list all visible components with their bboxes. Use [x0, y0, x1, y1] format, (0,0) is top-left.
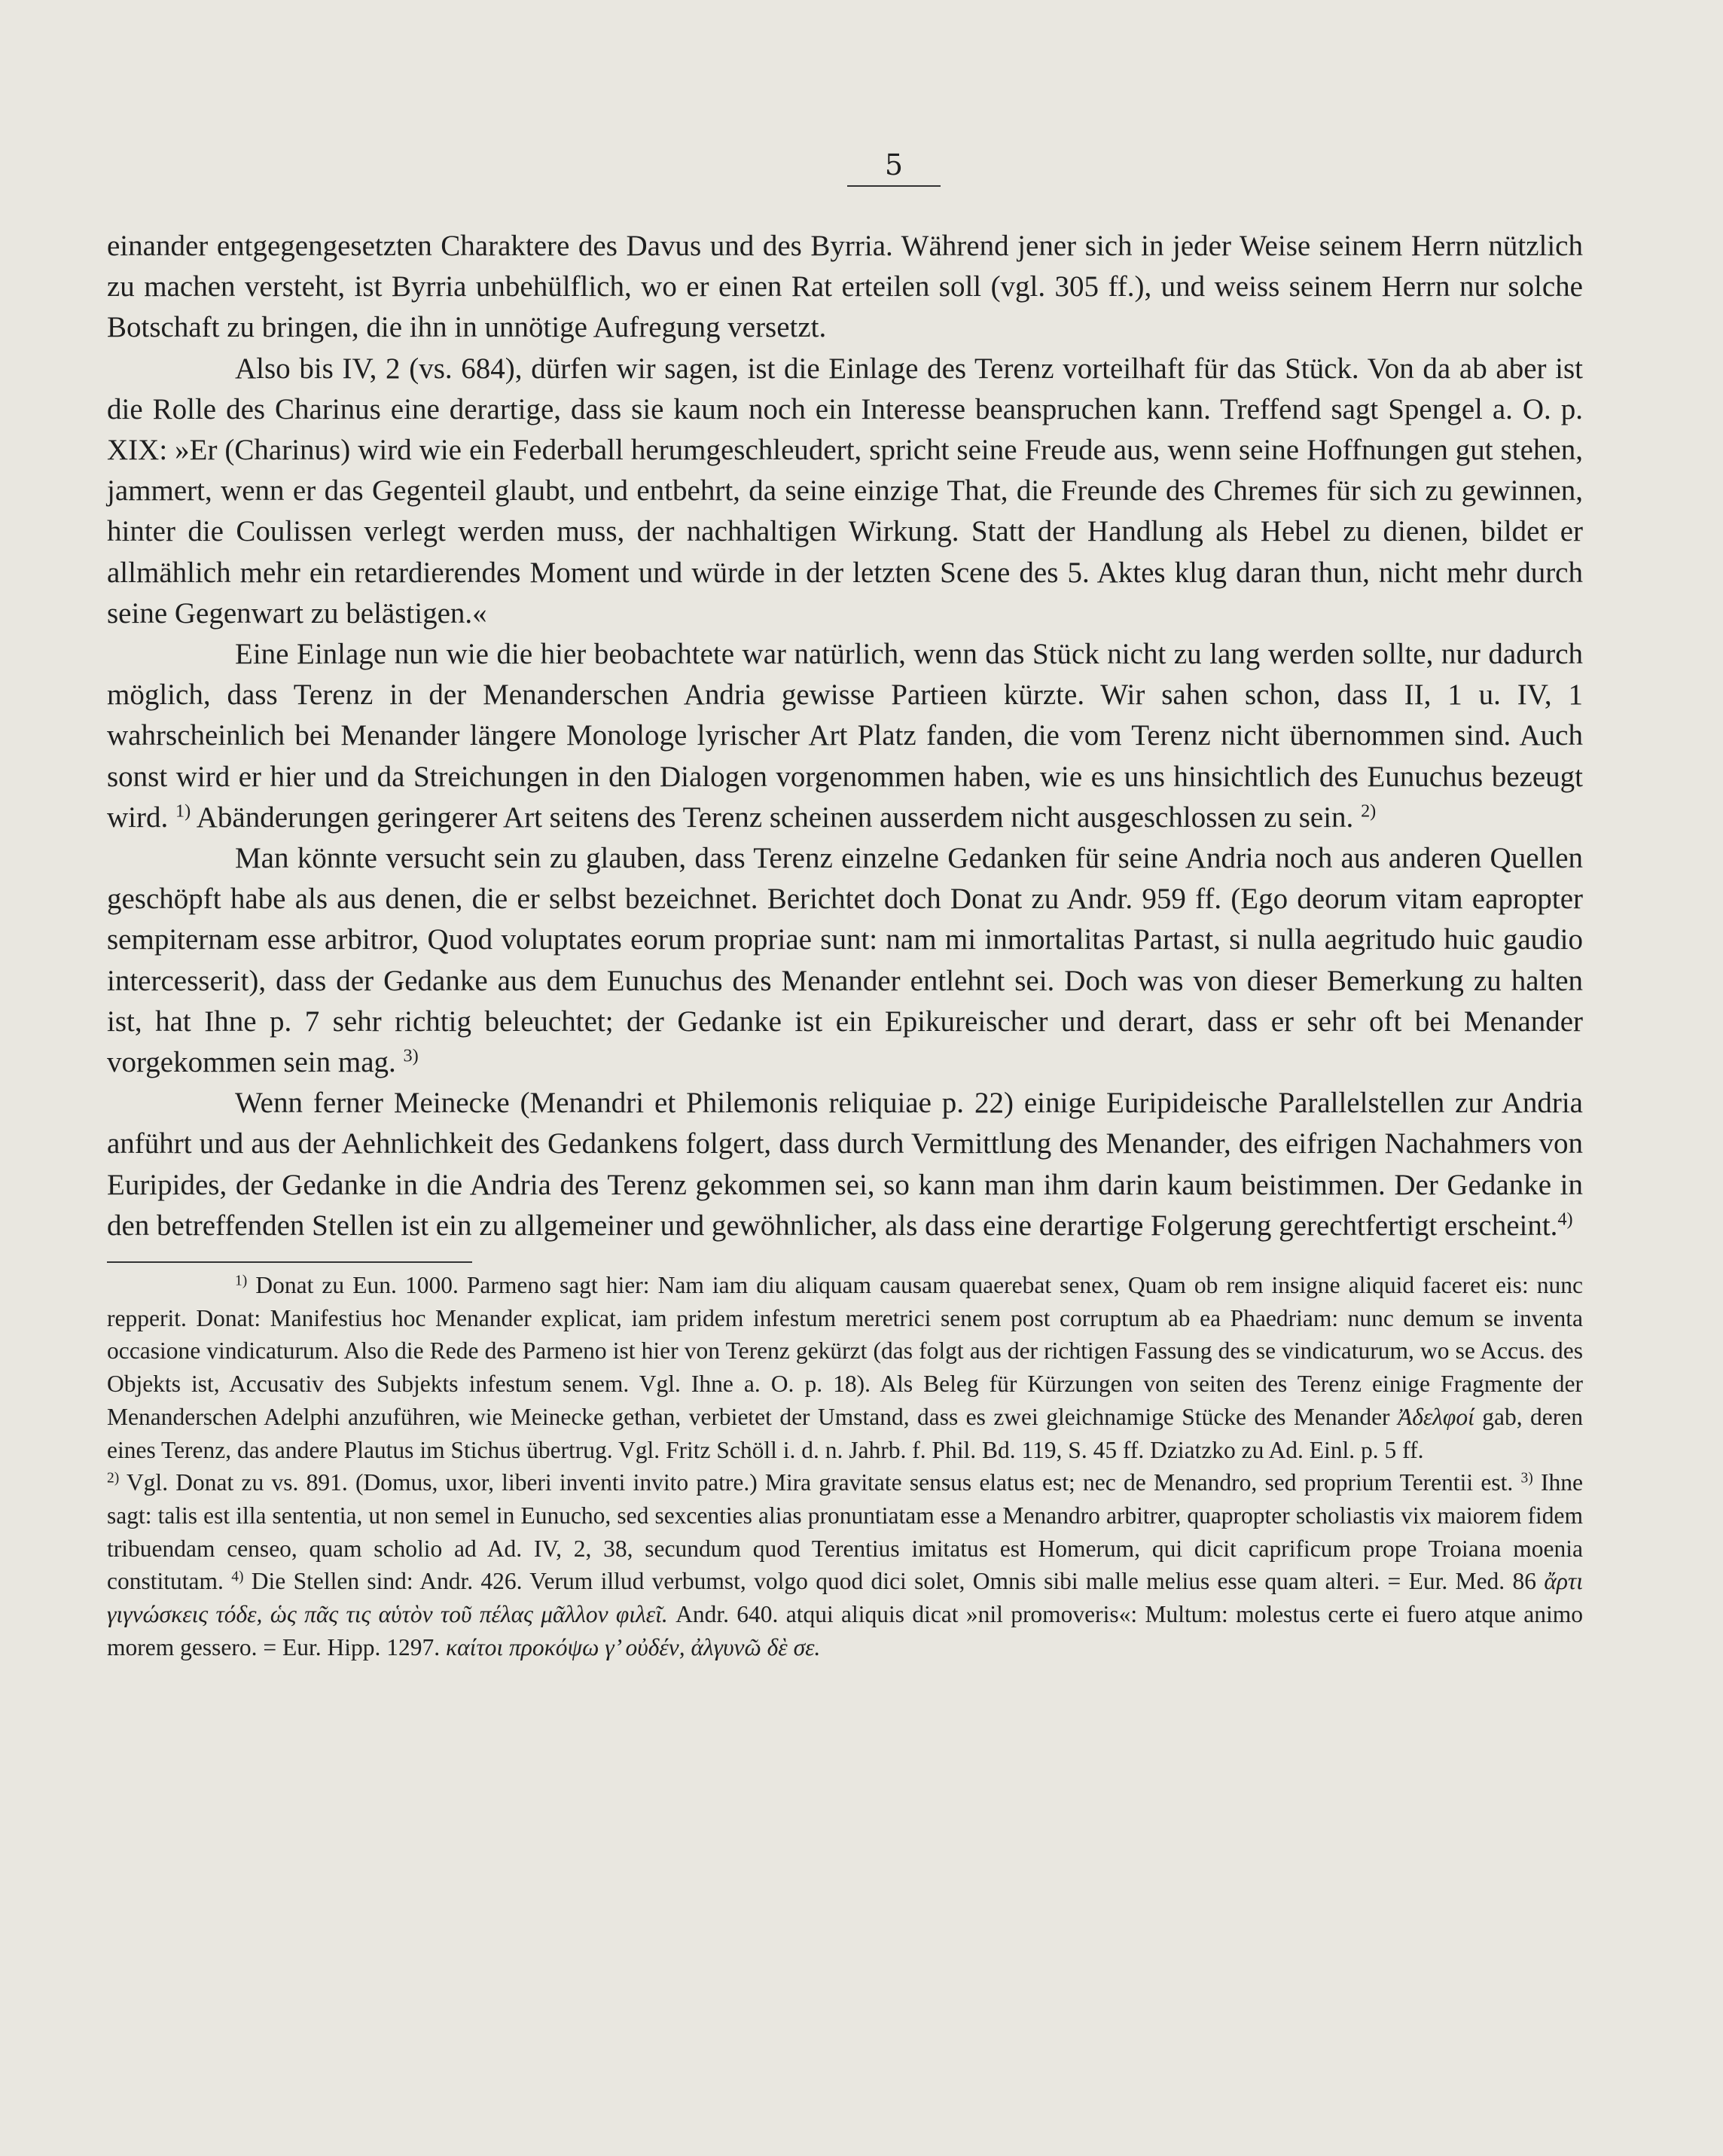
footnote-1-label: 1) — [235, 1273, 248, 1289]
paragraph-3b-text: Abänderungen geringerer Art seitens des Terenz scheinen ausserdem nicht ausgeschlossen zu sein. — [196, 800, 1354, 834]
footnote-2-label: 2) — [107, 1470, 120, 1487]
footnote-marker-2-num: 2 — [1361, 800, 1371, 822]
footnote-3-num: 3 — [1520, 1470, 1529, 1487]
footnote-2 — [107, 1469, 1513, 1496]
paragraph-3-text: Eine Einlage nun wie die hier beobachtete war natürlich, wenn das Stück nicht zu lang werden sollte, nur dadurch möglich, dass Terenz in der Menanderschen Andria gewisse Partieen kürzte. Wir sahen schon, dass II, 1 u. IV, 1 wahrscheinlich bei Menander längere Monologe lyrischer Art Platz fanden, die vom Terenz nicht übernommen sind. Auch sonst wird er hier und da Streichungen in den Dialogen vorgenommen haben, wie es uns hinsichtlich des Eunuchus bezeugt wird. — [107, 638, 1583, 834]
page-number: 5 — [847, 151, 941, 187]
footnote-3-text: Ihne sagt: talis est illa sententia, ut non semel in Eunucho, sed sexcenties alias pronuntiatam esse a Menandro arbitrer, quapropter scholiastis vix maiorem fidem tribuendam censeo, quam scholio ad Ad. IV, 2, 38, secundum quod Terentius imitatus est Homerum, qui dicit caprificum prope Troiana moenia constitutam. — [107, 1469, 1584, 1595]
paragraph-1 — [107, 226, 1583, 349]
paragraph-5-text: Wenn ferner Meinecke (Menandri et Philemonis reliquiae p. 22) einige Euripideische Parallelstellen zur Andria anführt und aus der Aehnlichkeit des Gedankens folgert, dass durch Vermittlung des Menander, des eifrigen Nachahmers von Euripides, der Gedanke in die Andria des Terenz gekommen sei, so kann man ihm darin kaum beistimmen. Der Gedanke in den betreffenden Stellen ist ein zu allgemeiner und gewöhnlicher, als dass eine derartige Folgerung gerechtfertigt erscheint. — [107, 1087, 1583, 1242]
footnote-4-text-b: Andr. 640. atqui aliquis dicat »nil promoveris«: Multum: molestus certe ei fuero atque animo morem gessero. = Eur. Hipp. 1297. — [107, 1601, 1583, 1660]
footnote-3-label: 3) — [1520, 1470, 1533, 1487]
footnote-4 — [107, 1568, 1583, 1660]
footnote-4-greek-2: καίτοι προκόψω γ’ οὐδέν, ἀλγυνῶ δὲ σε. — [445, 1633, 821, 1660]
footnote-marker-2: 2) — [1361, 800, 1377, 822]
footnote-marker-4-num: 4 — [1557, 1209, 1567, 1230]
footnote-marker-4: 4) — [1557, 1209, 1573, 1230]
paragraph-4-text: Man könnte versucht sein zu glauben, dass Terenz einzelne Gedanken für seine Andria noch aus anderen Quellen geschöpft habe als aus denen, die er selbst bezeichnet. Berichtet doch Donat zu Andr. 959 ff. (Ego deorum vitam eapropter sempiternam esse arbitror, Quod voluptates eorum propriae sunt: nam mi inmortalitas Partast, si nulla aegritudo huic gaudio intercesserit), dass der Gedanke aus dem Eunuchus des Menander entlehnt sei. Doch was von dieser Bemerkung zu halten ist, hat Ihne p. 7 sehr richtig beleuchtet; der Gedanke ist ein Epikureischer und derart, dass er sehr oft bei Menander vorgekommen sein mag. — [107, 842, 1583, 1079]
page-header — [205, 148, 1583, 187]
footnote-4-num: 4 — [231, 1569, 239, 1585]
footnote-divider — [107, 1261, 472, 1263]
paragraph-3 — [107, 634, 1583, 838]
footnotes — [107, 1269, 1583, 1664]
footnote-2-text: Vgl. Donat zu vs. 891. (Domus, uxor, liberi inventi invito patre.) Mira gravitate sensus elatus est; nec de Menandro, sed proprium Terentii est. — [126, 1469, 1514, 1496]
footnote-1 — [107, 1272, 1583, 1463]
footnote-4-greek-1: ἄρτι γιγνώσκεις τόδε, ὡς πᾶς τις αὑτὸν τοῦ πέλας μᾶλλον φιλεῖ. — [107, 1568, 1584, 1628]
footnote-1-num: 1 — [235, 1273, 242, 1289]
footnote-marker-1: 1) — [175, 800, 191, 822]
footnote-marker-3-num: 3 — [403, 1045, 413, 1066]
footnote-marker-3: 3) — [403, 1045, 419, 1066]
footnote-1-greek: Ἀδελφοί — [1397, 1403, 1474, 1430]
paragraph-2 — [107, 349, 1583, 634]
paragraph-2-text: Also bis IV, 2 (vs. 684), dürfen wir sagen, ist die Einlage des Terenz vorteilhaft für das Stück. Von da ab aber ist die Rolle des Charinus eine derartige, dass sie kaum noch ein Interesse beanspruchen kann. Treffend sagt Spengel a. O. p. XIX: »Er (Charinus) wird wie ein Federball herumgeschleudert, spricht seine Freude aus, wenn seine Hoffnungen gut stehen, jammert, wenn er das Gegenteil glaubt, und entbehrt, da seine einzige That, die Freunde des Chremes für sich zu gewinnen, hinter die Coulissen verlegt werden muss, der nachhaltigen Wirkung. Statt der Handlung als Hebel zu dienen, bildet er allmählich mehr ein retardierendes Moment und würde in der letzten Scene des 5. Aktes klug daran thun, nicht mehr durch seine Gegenwart zu belästigen.« — [107, 352, 1583, 630]
main-text — [107, 226, 1583, 1246]
paragraph-5 — [107, 1083, 1583, 1246]
footnote-4-text-a: Die Stellen sind: Andr. 426. Verum illud verbumst, volgo quod dici solet, Omnis sibi malle melius esse quam alteri. = Eur. Med. 86 — [251, 1568, 1536, 1595]
paragraph-1-text: einander entgegengesetzten Charaktere des Davus und des Byrria. Während jener sich in jeder Weise seinem Herrn nützlich zu machen versteht, ist Byrria unbehülflich, wo er einen Rat erteilen soll (vgl. 305 ff.), und weiss seinem Herrn nur solche Botschaft zu bringen, die ihn in unnötige Aufregung versetzt. — [107, 230, 1583, 344]
footnote-2-num: 2 — [107, 1470, 114, 1487]
page — [107, 148, 1584, 1664]
paragraph-4 — [107, 838, 1583, 1083]
footnote-marker-1-num: 1 — [175, 800, 185, 822]
footnote-1-text: Donat zu Eun. 1000. Parmeno sagt hier: Nam iam diu aliquam causam quaerebat senex, Quam ob rem insigne aliquid faceret eis: nunc repperit. Donat: Manifestius hoc Menander explicat, iam pridem infestum meretrici senem post corruptum ab ea Phaedriam: nunc demum se inventa occasione vindicaturum. Also die Rede des Parmeno ist hier von Terenz gekürzt (das folgt aus der richtigen Fassung des se vindicaturum, wo se Accus. des Objekts ist, Accusativ des Subjekts infestum senem. Vgl. Ihne a. O. p. 18). Als Beleg für Kürzungen von seiten des Terenz einige Fragmente der Menanderschen Adelphi anzuführen, wie Meinecke gethan, verbietet der Umstand, dass es zwei gleichnamige Stücke des Menander — [107, 1272, 1584, 1430]
footnote-4-label: 4) — [231, 1569, 244, 1585]
footnote-1-end: gab, deren eines Terenz, das andere Plautus im Stichus übertrug. Vgl. Fritz Schöll i. d. n. Jahrb. f. Phil. Bd. 119, S. 45 ff. Dziatzko zu Ad. Einl. p. 5 ff. — [107, 1403, 1583, 1463]
